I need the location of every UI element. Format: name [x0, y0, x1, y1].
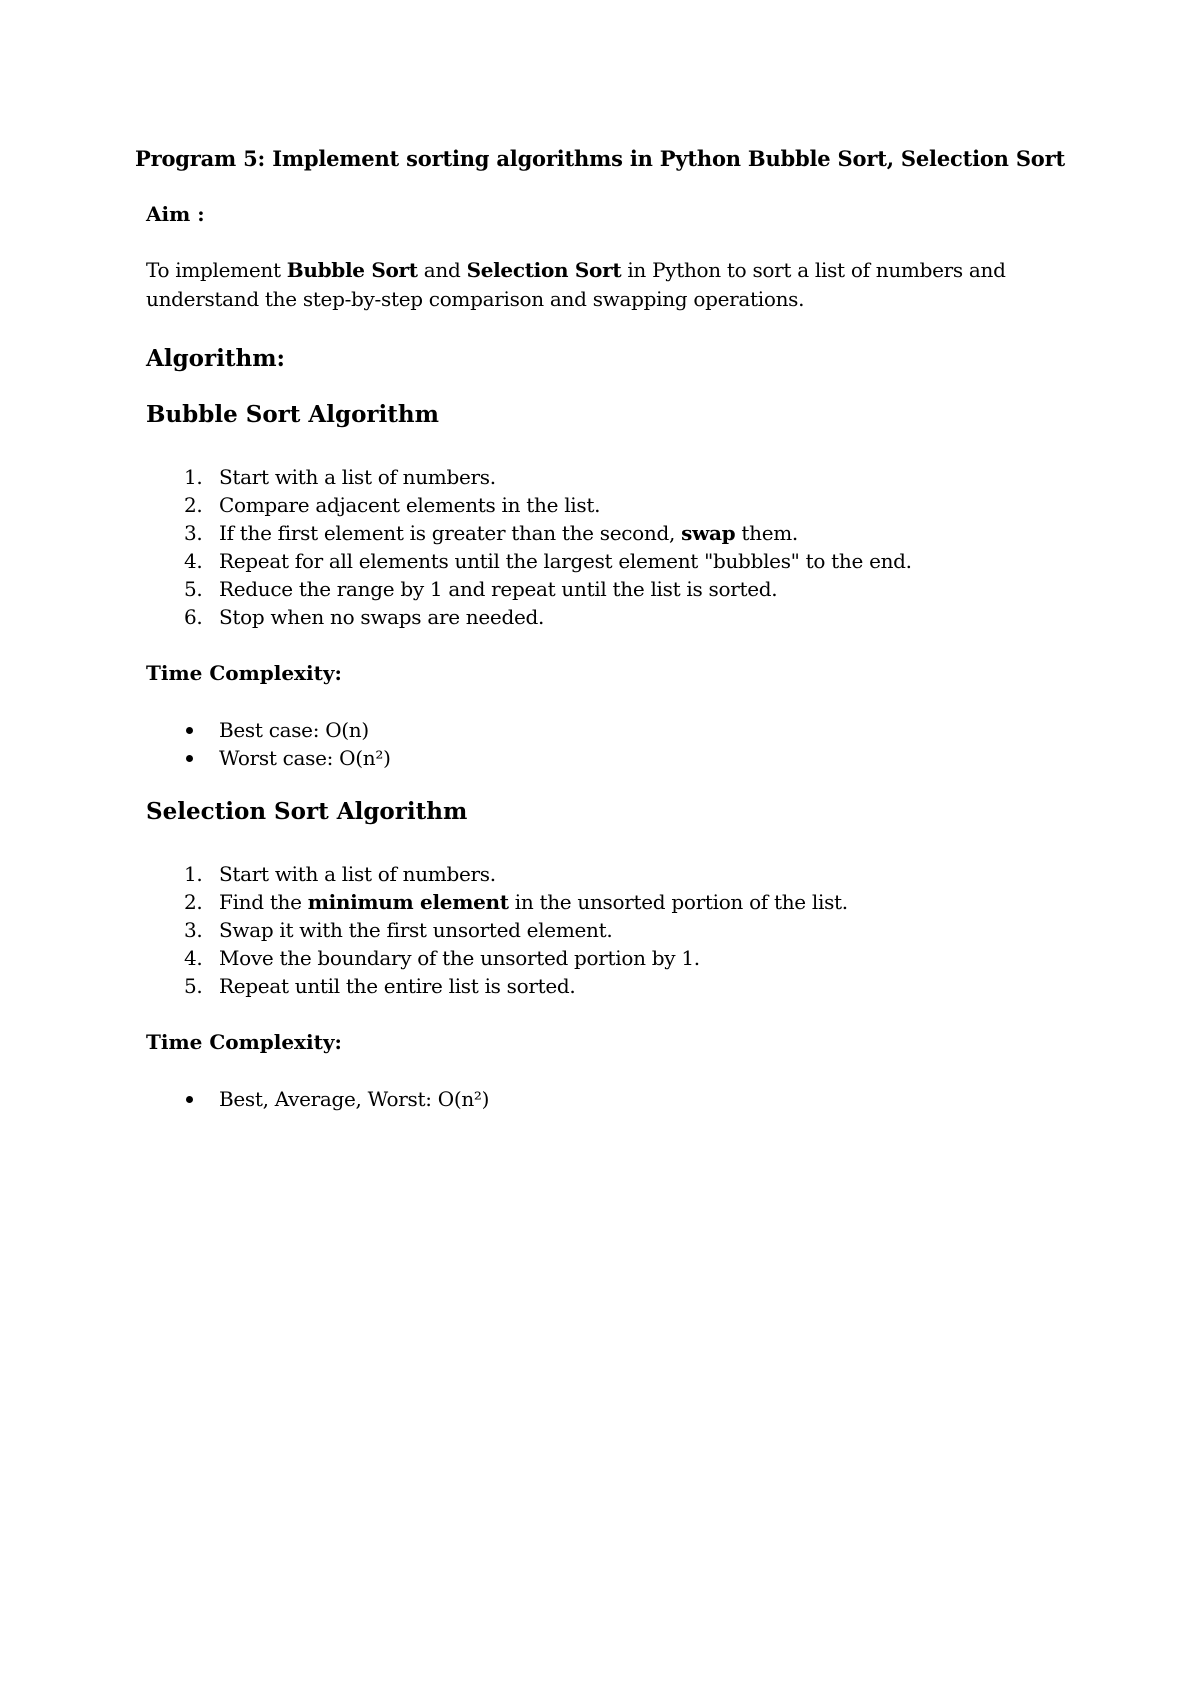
list-item: 3. Swap it with the first unsorted element.	[184, 918, 613, 942]
page-title: Program 5: Implement sorting algorithms in Python Bubble Sort, Selection Sort	[135, 146, 1065, 171]
list-item: 5. Reduce the range by 1 and repeat until the list is sorted.	[184, 577, 778, 601]
aim-bold-selection: Selection Sort	[466, 258, 622, 282]
list-item: 1. Start with a list of numbers.	[184, 862, 496, 886]
list-item: Best case: O(n)	[146, 716, 391, 744]
selection-sort-steps	[146, 860, 848, 1000]
bubble-complexity-list	[146, 716, 391, 772]
bullet-icon	[186, 1096, 193, 1103]
bubble-sort-heading: Bubble Sort Algorithm	[146, 401, 439, 428]
selection-complexity-list	[146, 1085, 489, 1113]
algorithm-heading: Algorithm:	[146, 345, 286, 372]
bullet-icon	[186, 755, 193, 762]
bubble-sort-steps	[146, 463, 912, 631]
selection-complexity-heading: Time Complexity:	[146, 1030, 342, 1054]
bullet-icon	[186, 727, 193, 734]
bold-swap: swap	[681, 521, 736, 545]
list-item: 2. Find the minimum element in the unsorted portion of the list.	[184, 890, 848, 914]
bold-minimum-element: minimum element	[307, 890, 509, 914]
aim-line-1: To implement Bubble Sort and Selection Sort in Python to sort a list of numbers and	[146, 258, 1006, 282]
aim-line-2: understand the step-by-step comparison and swapping operations.	[146, 287, 805, 311]
aim-label: Aim :	[146, 202, 205, 226]
aim-bold-bubble: Bubble Sort	[286, 258, 418, 282]
list-item: 1. Start with a list of numbers.	[184, 465, 496, 489]
list-item: 2. Compare adjacent elements in the list.	[184, 493, 601, 517]
list-item: 4. Move the boundary of the unsorted portion by 1.	[184, 946, 700, 970]
list-item: Worst case: O(n²)	[146, 744, 391, 772]
list-item: 6. Stop when no swaps are needed.	[184, 605, 545, 629]
list-item: 3. If the first element is greater than the second, swap them.	[184, 521, 798, 545]
bubble-complexity-heading: Time Complexity:	[146, 661, 342, 685]
list-item: Best, Average, Worst: O(n²)	[146, 1085, 489, 1113]
list-item: 5. Repeat until the entire list is sorted.	[184, 974, 576, 998]
aim-paragraph	[146, 256, 1046, 314]
selection-sort-heading: Selection Sort Algorithm	[146, 798, 468, 825]
list-item: 4. Repeat for all elements until the largest element "bubbles" to the end.	[184, 549, 912, 573]
